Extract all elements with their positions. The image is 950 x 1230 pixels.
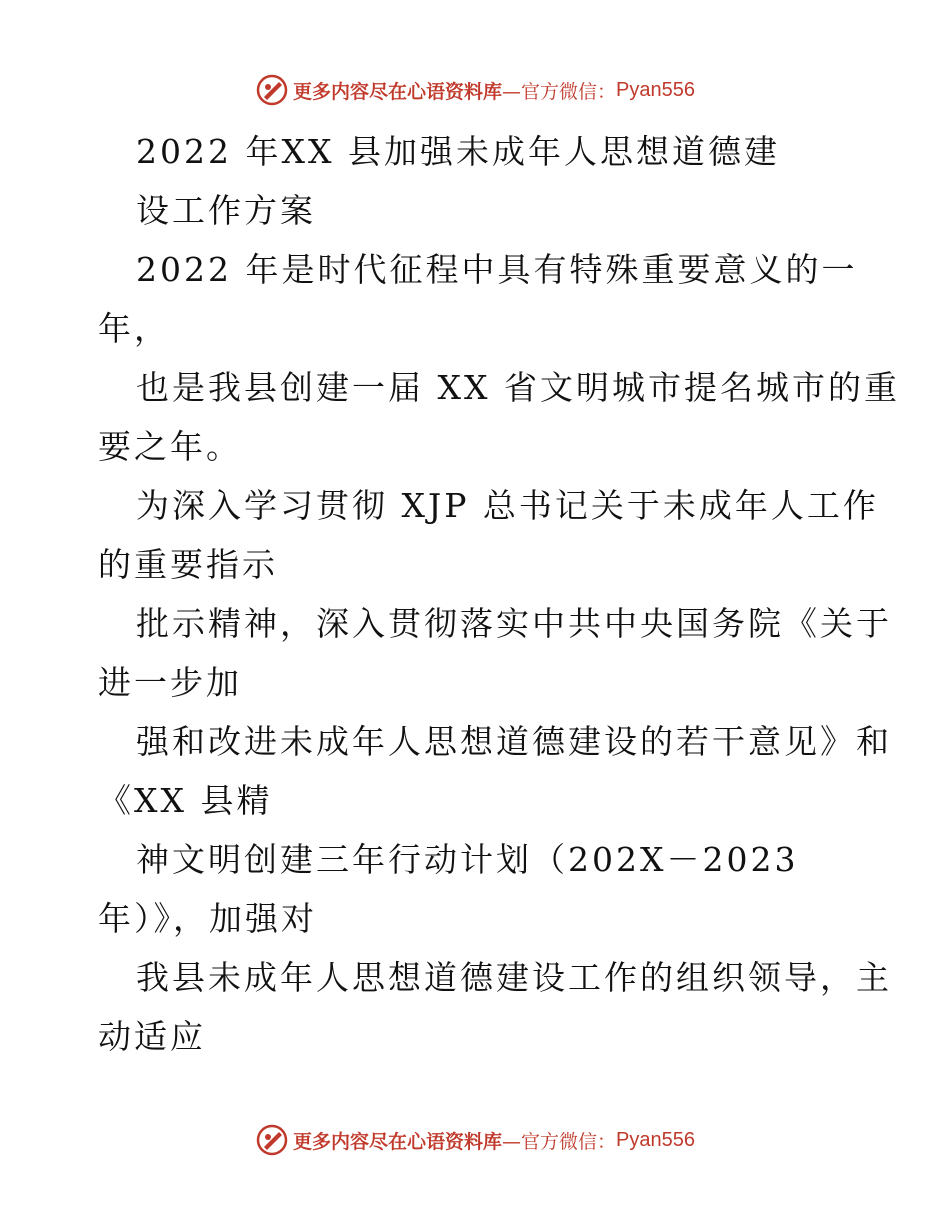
paragraph-line: 动适应 <box>98 1017 206 1056</box>
document-body <box>98 122 900 1066</box>
paragraph-line: 为深入学习贯彻 XJP 总书记关于未成年人工作 <box>136 486 879 525</box>
header-banner <box>0 70 950 110</box>
paragraph-line: 2022 年是时代征程中具有特殊重要意义的一 <box>136 250 858 289</box>
paragraph-line: 的重要指示 <box>98 545 278 584</box>
paragraph-line: 批示精神，深入贯彻落实中共中央国务院《关于 <box>136 604 892 643</box>
paragraph-line: 进一步加 <box>98 663 242 702</box>
brand-logo-icon <box>255 1123 289 1157</box>
footer-banner-text: 更多内容尽在心语资料库 <box>293 1130 503 1153</box>
paragraph-line: 神文明创建三年行动计划（202X－2023 <box>136 840 799 879</box>
header-banner-separator: —官方微信： <box>502 80 617 103</box>
paragraph-line: 年）》，加强对 <box>98 899 317 938</box>
header-banner-text: 更多内容尽在心语资料库 <box>293 80 503 103</box>
paragraph-line: 年， <box>98 309 170 348</box>
paragraph-line: 也是我县创建一届 XX 省文明城市提名城市的重 <box>136 368 900 407</box>
paragraph-line: 强和改进未成年人思想道德建设的若干意见》和 <box>136 722 892 761</box>
footer-banner <box>0 1120 950 1160</box>
paragraph-line: 我县未成年人思想道德建设工作的组织领导，主 <box>136 958 892 997</box>
paragraph-line: 《XX 县精 <box>98 781 273 820</box>
brand-logo-icon <box>255 73 289 107</box>
title-line-2: 设工作方案 <box>136 191 316 230</box>
header-banner-wechat: Pyan556 <box>616 78 695 101</box>
footer-banner-separator: —官方微信： <box>502 1130 617 1153</box>
footer-banner-wechat: Pyan556 <box>616 1128 695 1151</box>
title-line-1: 2022 年XX 县加强未成年人思想道德建 <box>136 132 780 171</box>
paragraph-line: 要之年。 <box>98 427 242 466</box>
